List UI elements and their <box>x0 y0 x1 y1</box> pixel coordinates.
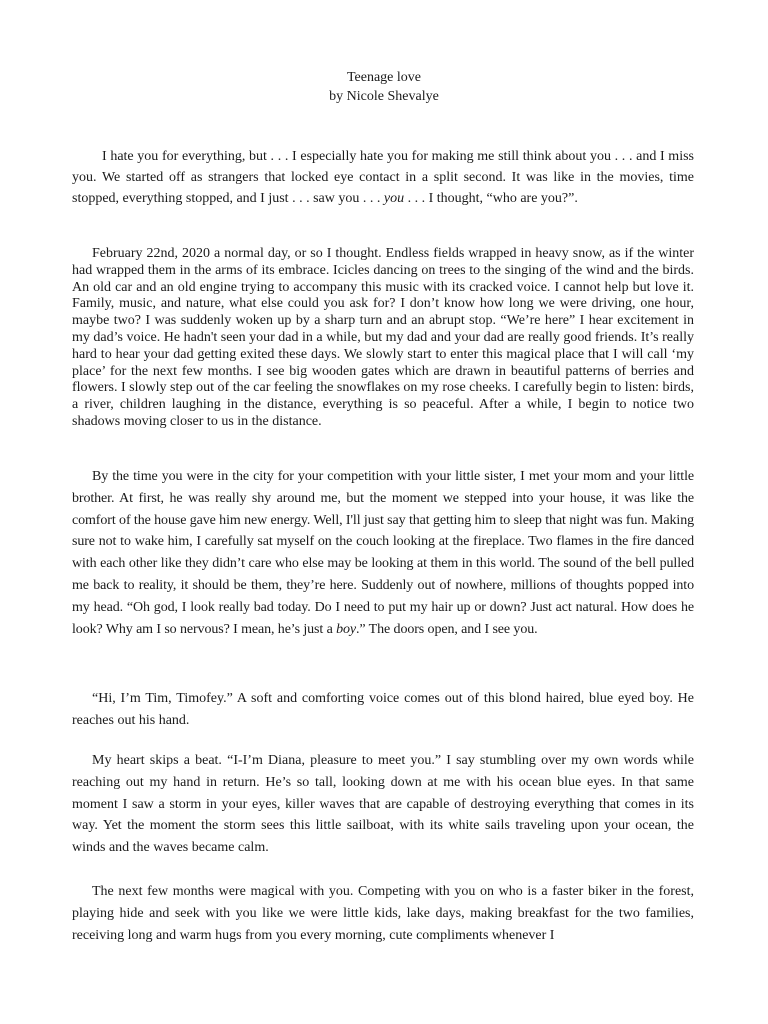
paragraph-6: The next few months were magical with you. Competing with you on who is a faster biker in the forest, playing hide and seek with you like we were little kids, lake days, making breakfast for the two families, receiving long and warm hugs from you every morning, cute compliments whenever I <box>72 884 694 943</box>
paragraph-1-text-b: . . . I thought, “who are you?”. <box>404 191 578 206</box>
paragraph-2: February 22nd, 2020 a normal day, or so I thought. Endless fields wrapped in heavy snow, as if the winter had wrapped them in the arms of its embrace. Icicles dancing on trees to the singing of the wind and the birds. An old car and an old engine trying to accompany this music with its cracked voice. I cannot help but love it. Family, music, and nature, what else could you ask for? I don’t know how long we were driving, one hour, maybe two? I was suddenly woken up by a sharp turn and an abrupt stop. “We’re here” I hear excitement in my dad’s voice. He hadn't seen your dad in a while, but my dad and your dad are really good friends. It’s really hard to hear your dad getting exited these days. We slowly start to enter this magical place that I will call ‘my place’ for the next few months. I see big wooden gates which are drawn in beautiful patterns of berries and flowers. I slowly step out of the car feeling the snowflakes on my rose cheeks. I carefully begin to listen: birds, a river, children laughing in the distance, everything is so peaceful. After a while, I begin to notice two shadows moving closer to us in the distance. <box>72 246 694 429</box>
author-line: by Nicole Shevalye <box>329 89 439 104</box>
document-title: Teenage love <box>346 70 422 85</box>
paragraph-1 <box>72 146 694 209</box>
paragraph-3-text-b: .” The doors open, and I see you. <box>356 621 538 637</box>
paragraph-5: My heart skips a beat. “I-I’m Diana, pleasure to meet you.” I say stumbling over my own words while reaching out my hand in return. He’s so tall, looking down at me with his ocean blue eyes. In that same moment I saw a storm in your eyes, killer waves that are capable of destroying everything that comes in its way. Yet the moment the storm sees this little sailboat, with its white sails traveling upon your ocean, the winds and the waves became calm. <box>72 753 694 856</box>
paragraph-3 <box>72 466 694 640</box>
paragraph-3-text-a: By the time you were in the city for your competition with your little sister, I met your mom and your little brother. At first, he was really shy around me, but the moment we stepped into your house, it was like the comfort of the house gave him new energy. Well, I'll just say that getting him to sleep that night was fun. Making sure not to wake him, I carefully sat myself on the couch looking at the fireplace. Two flames in the fire danced with each other like they didn’t care who else may be looking at them in this world. The sound of the bell pulled me back to reality, it should be them, they’re here. Suddenly out of nowhere, millions of thoughts popped into my head. “Oh god, I look really bad today. Do I need to put my hair up or down? Just act natural. How does he look? Why am I so nervous? I mean, he’s just a <box>72 469 694 637</box>
paragraph-4: “Hi, I’m Tim, Timofey.” A soft and comforting voice comes out of this blond haired, blue eyed boy. He reaches out his hand. <box>72 691 694 728</box>
paragraph-3-emphasis: boy <box>336 621 357 637</box>
paragraph-1-text-a: I hate you for everything, but . . . I especially hate you for making me still think about you . . . and I miss you. We started off as strangers that locked eye contact in a split second. It was like in the movies, time stopped, everything stopped, and I just . . . saw you . . . <box>72 149 694 206</box>
paragraph-1-emphasis: you <box>383 191 405 206</box>
